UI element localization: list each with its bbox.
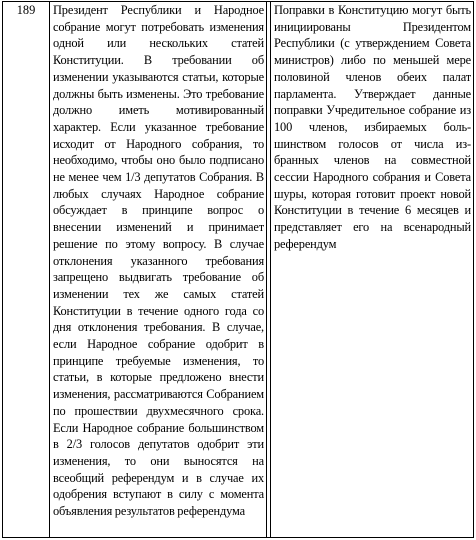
document-table <box>2 1 474 538</box>
row-number: 189 <box>16 3 36 17</box>
amendment-procedure-cell <box>270 2 473 537</box>
constitution-text-cell <box>50 2 267 537</box>
amendment-procedure-text: Поправки в Конституцию могут быть инициированы Президентом Республики (с утверждением Совета министров) либо по меньшей мере половиной членов обеих палат парламента. Утверждает данные поправки Учредительное собрание из 100 членов, избираемых боль-шинством голосов от числа из-бранных членов на совместной сессии Народного собрания и Совета шуры, которая готовит проект новой Конституции в течение 6 месяцев и представляет его на всенародный референдум <box>274 3 471 251</box>
row-number-cell <box>3 2 50 537</box>
constitution-amendment-text: Президент Республики и Народное собрание могут потребовать изменения одной или нескольких статей Конституции. В требовании об изменении указываются статьи, которые должны быть изменены. Это требование должно иметь мотивированный характер. Если указанное требование исходит от Народного собрания, то необходимо, чтобы оно было подписано не менее чем 1/3 депутатов Собрания. В любых случаях Народное собрание обсуждает в принципе вопрос о внесении изменений и принимает решение по этому вопросу. В случае отклонения указанного требования запрещено выдвигать требование об изменении тех же самых статей Конституции в течение одного года со дня отклонения требования. В случае, если Народное собрание одобрит в принципе требуемые изменения, то статьи, в которые предложено внести изменения, рассматриваются Собранием по прошествии двухмесячного срока. Если Народное собрание большинством в 2/3 голосов депутатов одобрит эти изменения, то они выносятся на всеобщий референдум и в случае их одобрения вступают в силу с момента объявления результатов референдума <box>53 3 264 519</box>
